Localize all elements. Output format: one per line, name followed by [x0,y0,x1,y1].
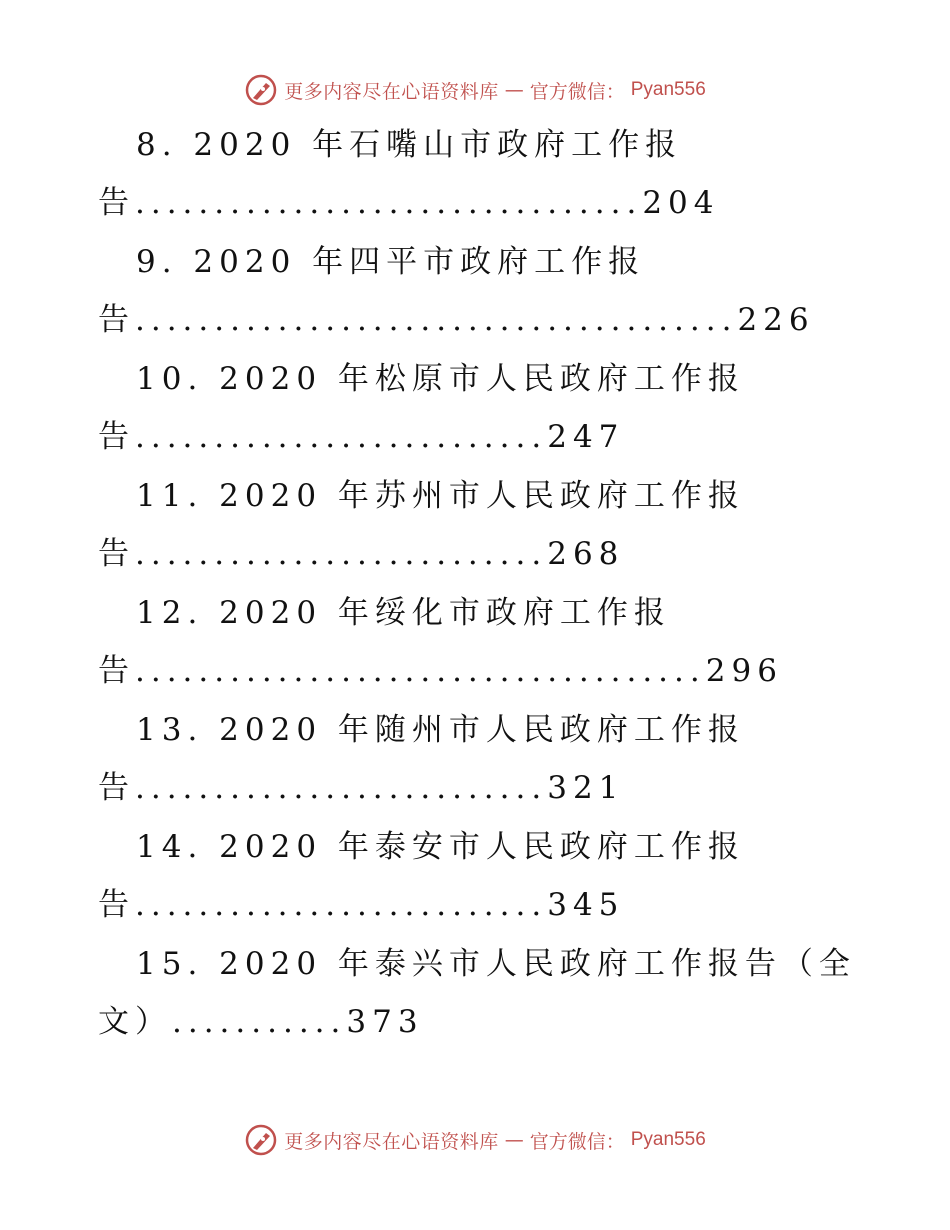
toc-entry-title: 8. 2020 年石嘴山市政府工作报 [136,127,683,163]
toc-entry-title: 14. 2020 年泰安市人民政府工作报 [136,829,745,865]
toc-entry-page: 321 [547,770,625,806]
watermark-wechat-label: 官方微信： [529,1130,625,1153]
toc-entry-leader [98,302,815,338]
toc-entry-dots: .......................... [135,419,548,455]
toc-entry-leader [98,887,625,923]
toc-entry-dots: .......................... [135,536,548,572]
toc-entry-dots: .................................... [135,653,706,689]
toc-entry-tail: 告 [98,770,135,806]
toc-entry-dots: .......................... [135,770,548,806]
toc-entry-title: 11. 2020 年苏州市人民政府工作报 [136,478,745,514]
toc-entry-title: 10. 2020 年松原市人民政府工作报 [136,361,745,397]
toc-entry-page: 373 [346,1004,424,1040]
toc-entry-leader [98,1004,424,1040]
footer-watermark [0,1120,950,1160]
toc-entry-page: 247 [547,419,625,455]
toc-entry-title: 12. 2020 年绥化市政府工作报 [136,595,671,631]
toc-entry-dots: .......................... [135,887,548,923]
toc-entry-tail: 文） [98,1004,172,1040]
watermark-dash: — [504,1129,524,1151]
toc-entry-page: 345 [547,887,625,923]
toc-entry-tail: 告 [98,302,135,338]
toc-entry-leader [98,653,783,689]
toc-entry-tail: 告 [98,887,135,923]
toc-entry-tail: 告 [98,653,135,689]
toc-entry-page: 226 [737,302,815,338]
toc-entry-dots: ........... [172,1004,347,1040]
toc-entry-page: 268 [547,536,625,572]
toc-entry-tail: 告 [98,419,135,455]
toc-entry-dots: ................................ [135,185,643,221]
watermark-text: 更多内容尽在心语资料库 [284,80,499,103]
toc-entry-title: 15. 2020 年泰兴市人民政府工作报告（全 [136,946,856,982]
toc-entry-page: 204 [642,185,720,221]
watermark-text: 更多内容尽在心语资料库 [284,1130,499,1153]
toc-entry-title: 13. 2020 年随州市人民政府工作报 [136,712,745,748]
watermark-wechat-id: Pyan556 [630,79,706,100]
toc-entry-tail: 告 [98,536,135,572]
toc-entry-dots: ...................................... [135,302,738,338]
toc-entry-page: 296 [705,653,783,689]
watermark-wechat-id: Pyan556 [630,1129,706,1150]
toc-entry-tail: 告 [98,185,135,221]
watermark-dash: — [504,79,524,101]
pen-nib-logo-icon [244,1123,278,1157]
toc-entry-leader [98,770,625,806]
toc-entry-leader [98,536,625,572]
watermark-wechat-label: 官方微信： [529,80,625,103]
toc-entry-leader [98,185,720,221]
toc-entry-leader [98,419,625,455]
toc-entry-title: 9. 2020 年四平市政府工作报 [136,244,646,280]
